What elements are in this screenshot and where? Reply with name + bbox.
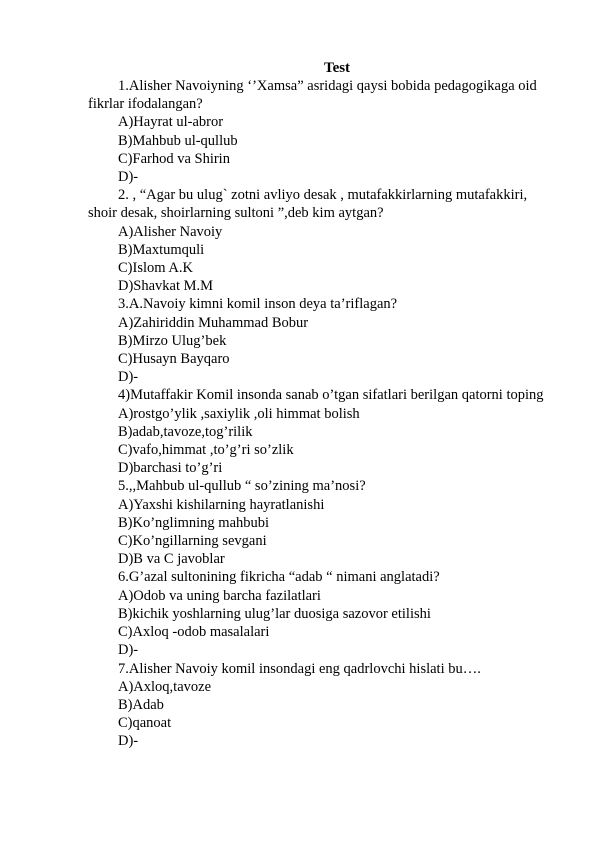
answer-option: D)B va C javoblar — [118, 551, 225, 568]
question-block — [88, 386, 558, 477]
answer-option: B)Adab — [118, 696, 164, 713]
question-block — [88, 568, 558, 659]
answer-option: D)- — [118, 169, 139, 186]
question-block — [88, 477, 558, 568]
answer-option: B)kichik yoshlarning ulug’lar duosiga sazovor etilishi — [118, 605, 431, 622]
question-text: 6.G’azal sultonining fikricha “adab “ nimani anglatadi? — [118, 569, 440, 586]
answer-option: C)Axloq -odob masalalari — [118, 624, 270, 641]
answer-option: A)Alisher Navoiy — [118, 223, 223, 240]
question-text: 7.Alisher Navoiy komil insondagi eng qadrlovchi hislati bu…. — [118, 660, 481, 677]
question-text: 1.Alisher Navoiyning ‘’Xamsa” asridagi qaysi bobida pedagogikaga oid fikrlar ifodalangan? — [88, 78, 537, 113]
question-block — [88, 295, 558, 386]
question-text: 2. , “Agar bu ulug` zotni avliyo desak , mutafakkirlarning mutafakkiri, shoir desak, shoirlarning sultoni ”,deb kim aytgan? — [88, 187, 528, 222]
answer-option: C)Ko’ngillarning sevgani — [118, 533, 267, 550]
answer-option: A)rostgo’ylik ,saxiylik ,oli himmat bolish — [118, 405, 360, 422]
answer-option: A)Yaxshi kishilarning hayratlanishi — [118, 496, 325, 513]
question-text: 5.,,Mahbub ul-qullub “ so’zining ma’nosi? — [118, 478, 366, 495]
answer-option: B)Ko’nglimning mahbubi — [118, 514, 270, 531]
answer-option: A)Hayrat ul-abror — [118, 114, 224, 131]
answer-option: B)Mirzo Ulug’bek — [118, 332, 227, 349]
answer-option: C)Islom A.K — [118, 260, 193, 277]
question-text: 3.A.Navoiy kimni komil inson deya ta’riflagan? — [118, 296, 398, 313]
answer-option: D)Shavkat M.M — [118, 278, 214, 295]
answer-option: A)Odob va uning barcha fazilatlari — [118, 587, 321, 604]
page-title: Test — [323, 60, 351, 76]
answer-option: D)- — [118, 733, 139, 750]
answer-option: C)vafo,himmat ,to’g’ri so’zlik — [118, 442, 294, 459]
question-list — [88, 77, 558, 751]
answer-option: D)barchasi to’g’ri — [118, 460, 223, 477]
answer-option: D)- — [118, 642, 139, 659]
answer-option: C)Farhod va Shirin — [118, 150, 230, 167]
answer-option: D)- — [118, 369, 139, 386]
answer-option: A)Zahiriddin Muhammad Bobur — [118, 314, 309, 331]
question-block — [88, 186, 558, 295]
answer-option: C)Husayn Bayqaro — [118, 351, 230, 368]
question-block — [88, 77, 558, 186]
answer-option: A)Axloq,tavoze — [118, 678, 212, 695]
answer-option: B)Maxtumquli — [118, 241, 205, 258]
answer-option: C)qanoat — [118, 715, 172, 732]
question-text: 4)Mutaffakir Komil insonda sanab o’tgan sifatlari berilgan qatorni toping — [118, 387, 544, 404]
answer-option: B)adab,tavoze,tog’rilik — [118, 423, 253, 440]
answer-option: B)Mahbub ul-qullub — [118, 132, 238, 149]
question-block — [88, 660, 558, 751]
